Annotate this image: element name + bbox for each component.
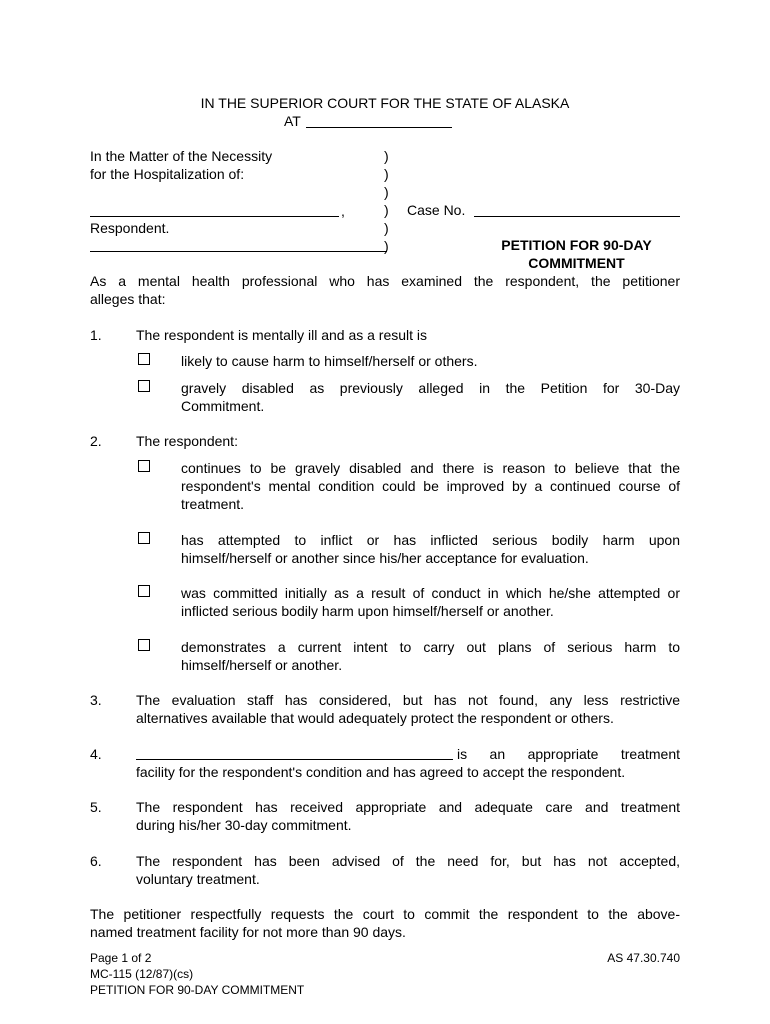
option-text: treatment. xyxy=(181,496,245,512)
intro-line-1: As a mental health professional who has examined the respondent, the petitioner xyxy=(90,273,680,289)
facility-name-field[interactable] xyxy=(136,759,453,760)
case-no-label: Case No. xyxy=(407,202,466,218)
respondent-label: Respondent. xyxy=(90,220,170,236)
option-checkbox[interactable] xyxy=(138,585,150,597)
caption-paren: ) xyxy=(384,238,389,254)
item-1-text: The respondent is mentally ill and as a result is xyxy=(136,327,428,343)
item-number: 3. xyxy=(90,692,102,708)
petition-title-line-1: PETITION FOR 90-DAY xyxy=(501,237,652,253)
item-2-text: The respondent: xyxy=(136,433,238,449)
option-text: was committed initially as a result of conduct in which he/she attempted or xyxy=(181,585,680,601)
page-number: Page 1 of 2 xyxy=(90,951,152,965)
option-text: likely to cause harm to himself/herself or others. xyxy=(181,353,478,369)
footer-title: PETITION FOR 90-DAY COMMITMENT xyxy=(90,983,305,997)
option-checkbox[interactable] xyxy=(138,353,150,365)
item-5-line-2: during his/her 30-day commitment. xyxy=(136,817,352,833)
intro-line-2: alleges that: xyxy=(90,291,166,307)
option-text: inflicted serious bodily harm upon himself/herself or another. xyxy=(181,603,554,619)
caption-paren: ) xyxy=(384,184,389,200)
item-5-line-1: The respondent has received appropriate and adequate care and treatment xyxy=(136,799,680,815)
option-text: demonstrates a current intent to carry out plans of serious harm to xyxy=(181,639,680,655)
respondent-name-field[interactable] xyxy=(90,216,339,217)
item-number: 1. xyxy=(90,327,102,343)
item-3-line-2: alternatives available that would adequately protect the respondent or others. xyxy=(136,710,614,726)
option-text: continues to be gravely disabled and there is reason to believe that the xyxy=(181,460,680,476)
item-6-line-1: The respondent has been advised of the need for, but has not accepted, xyxy=(136,853,680,869)
item-number: 5. xyxy=(90,799,102,815)
option-text: himself/herself or another since his/her acceptance for evaluation. xyxy=(181,550,589,566)
court-title: IN THE SUPERIOR COURT FOR THE STATE OF ALASKA xyxy=(200,95,570,111)
option-text: respondent's mental condition could be improved by a continued course of xyxy=(181,478,680,494)
closing-line-2: named treatment facility for not more than 90 days. xyxy=(90,924,406,940)
option-checkbox[interactable] xyxy=(138,460,150,472)
location-field[interactable] xyxy=(306,127,452,128)
option-text: himself/herself or another. xyxy=(181,657,343,673)
caption-paren: ) xyxy=(384,148,389,164)
item-3-line-1: The evaluation staff has considered, but has not found, any less restrictive xyxy=(136,692,680,708)
statute-reference: AS 47.30.740 xyxy=(607,951,680,965)
matter-line-1: In the Matter of the Necessity xyxy=(90,148,273,164)
caption-bottom-line xyxy=(90,251,387,252)
comma: , xyxy=(341,203,345,219)
case-no-field[interactable] xyxy=(474,216,680,217)
item-number: 6. xyxy=(90,853,102,869)
option-checkbox[interactable] xyxy=(138,639,150,651)
item-6-line-2: voluntary treatment. xyxy=(136,871,260,887)
caption-paren: ) xyxy=(384,166,389,182)
at-label: AT xyxy=(284,113,301,129)
item-number: 2. xyxy=(90,433,102,449)
item-4-line-1: is an appropriate treatment xyxy=(457,746,680,762)
option-text: Commitment. xyxy=(181,398,265,414)
option-text: gravely disabled as previously alleged in the Petition for 30-Day xyxy=(181,380,680,396)
item-number: 4. xyxy=(90,746,102,762)
form-number: MC-115 (12/87)(cs) xyxy=(90,967,194,981)
option-checkbox[interactable] xyxy=(138,380,150,392)
matter-line-2: for the Hospitalization of: xyxy=(90,166,245,182)
option-text: has attempted to inflict or has inflicted serious bodily harm upon xyxy=(181,532,680,548)
option-checkbox[interactable] xyxy=(138,532,150,544)
caption-paren: ) xyxy=(384,202,389,218)
item-4-line-2: facility for the respondent's condition and has agreed to accept the respondent. xyxy=(136,764,626,780)
petition-title-line-2: COMMITMENT xyxy=(528,255,625,271)
caption-paren: ) xyxy=(384,220,389,236)
closing-line-1: The petitioner respectfully requests the court to commit the respondent to the above- xyxy=(90,906,680,922)
